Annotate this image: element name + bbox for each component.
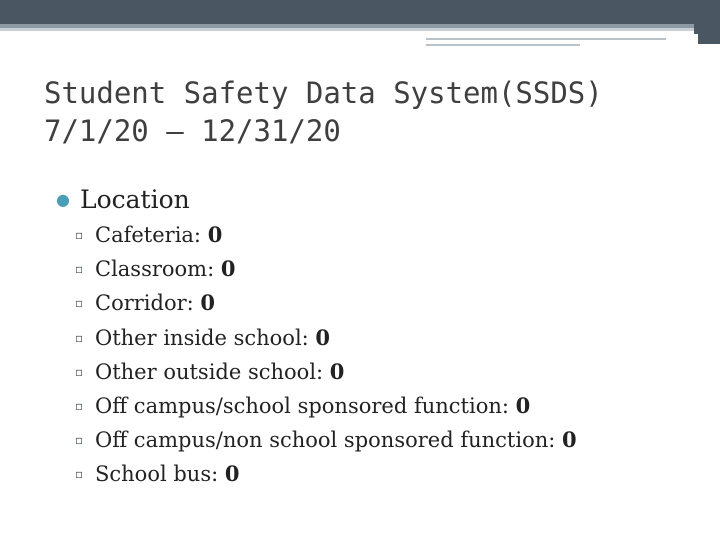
item-value: 0 <box>200 290 216 316</box>
item-label: Classroom: <box>95 257 221 282</box>
list-item <box>75 425 577 459</box>
square-bullet-icon: ▫ <box>75 467 84 482</box>
item-label: Other outside school: <box>95 359 330 384</box>
item-value: 0 <box>329 358 345 384</box>
list-item <box>75 459 577 493</box>
title-line-1: Student Safety Data System(SSDS) <box>44 76 603 110</box>
list-item <box>75 391 577 425</box>
location-bullet <box>56 184 190 219</box>
square-bullet-icon: ▫ <box>75 433 84 448</box>
item-value: 0 <box>315 324 331 350</box>
item-value: 0 <box>220 256 236 282</box>
item-label: School bus: <box>95 462 225 487</box>
item-value: 0 <box>224 461 240 487</box>
list-item <box>75 288 577 322</box>
decorative-rule <box>426 38 666 40</box>
decorative-rule-short <box>426 44 580 46</box>
header-corner-notch <box>694 0 698 34</box>
item-label: Off campus/school sponsored function: <box>95 393 516 418</box>
location-list <box>75 220 577 494</box>
item-label: Corridor: <box>95 291 201 316</box>
list-item <box>75 323 577 357</box>
item-label: Off campus/non school sponsored function: <box>95 428 562 453</box>
square-bullet-icon: ▫ <box>75 364 84 379</box>
slide-title <box>44 74 684 150</box>
square-bullet-icon: ▫ <box>75 296 84 311</box>
item-label: Cafeteria: <box>95 223 208 247</box>
list-item <box>75 254 577 288</box>
item-value: 0 <box>515 392 531 418</box>
header-bar <box>0 0 720 24</box>
list-item <box>75 220 577 254</box>
item-value: 0 <box>561 427 577 453</box>
bullet-label: Location <box>79 185 190 214</box>
list-item <box>75 357 577 391</box>
bullet-dot-icon: ● <box>56 190 70 209</box>
title-line-2: 7/1/20 – 12/31/20 <box>44 114 341 148</box>
header-stripe-light <box>0 28 694 31</box>
square-bullet-icon: ▫ <box>75 262 84 277</box>
header-corner-block <box>698 0 720 44</box>
item-label: Other inside school: <box>95 325 316 350</box>
square-bullet-icon: ▫ <box>75 330 84 345</box>
square-bullet-icon: ▫ <box>75 228 84 242</box>
item-value: 0 <box>207 222 223 247</box>
square-bullet-icon: ▫ <box>75 398 84 413</box>
